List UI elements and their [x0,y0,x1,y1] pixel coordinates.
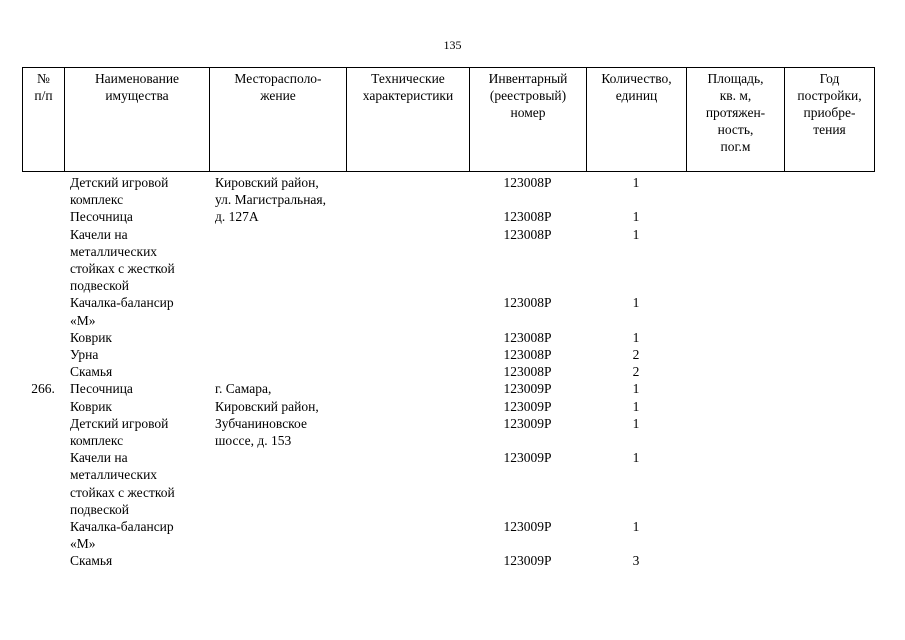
item-specs [346,449,469,518]
row-number [22,226,64,295]
table-row [22,380,874,397]
header-area [687,68,785,172]
item-specs [346,518,469,552]
item-name-line: Качалка-балансир [70,519,174,535]
item-name-line: «М» [70,312,96,328]
item-name-line: Песочница [70,381,133,397]
table-row [22,363,874,380]
header-num [23,68,65,172]
table-row [22,449,874,518]
row-number [22,329,64,346]
item-location [209,380,346,397]
header-line: Месторасполо- [234,71,322,86]
header-name [65,68,210,172]
item-name [64,518,209,552]
item-name [64,329,209,346]
item-name [64,552,209,569]
item-name-line: стойках с жесткой [70,484,175,500]
item-name-line: Скамья [70,553,113,569]
row-number [22,398,64,415]
inventory-number: 123009Р [503,450,552,466]
item-name-line: подвеской [70,501,129,517]
item-name [64,294,209,328]
item-name [64,174,209,208]
header-line: постройки, [797,88,862,103]
item-area [686,415,784,449]
item-location-line: д. 127А [215,209,259,225]
row-number [22,208,64,225]
item-name-line: Коврик [70,329,112,345]
item-name [64,208,209,225]
item-quantity: 1 [632,381,640,397]
header-line: приобре- [803,105,856,120]
header-line: тения [813,122,846,137]
table-row [22,294,874,328]
item-location-line: Зубчаниновское [215,415,307,431]
header-line: Количество, [601,71,672,86]
item-name-line: металлических [70,467,158,483]
item-area [686,208,784,225]
item-name [64,398,209,415]
item-name-line: Качалка-балансир [70,295,174,311]
item-area [686,398,784,415]
inventory-table [22,174,874,570]
item-year [784,346,874,363]
item-location [209,208,346,225]
inventory-number: 123008Р [503,209,552,225]
header-line: единиц [615,88,658,103]
item-quantity: 2 [632,347,640,363]
inventory-number: 123008Р [503,175,552,190]
table-header [22,67,875,172]
item-location [209,449,346,518]
item-quantity: 1 [632,226,640,242]
item-name-line: Качели на [70,226,128,242]
header-line: номер [510,105,546,120]
item-quantity: 3 [632,553,640,569]
item-quantity: 1 [632,398,640,414]
item-area [686,363,784,380]
item-name-line: Коврик [70,398,112,414]
item-name-line: комплекс [70,192,124,208]
item-name [64,226,209,295]
table-row [22,329,874,346]
item-year [784,552,874,569]
item-name-line: комплекс [70,433,124,449]
row-number [22,518,64,552]
table-row [22,518,874,552]
item-specs [346,380,469,397]
item-quantity: 1 [632,519,640,535]
item-name [64,380,209,397]
item-name-line: стойках с жесткой [70,261,175,277]
header-line: Инвентарный [488,71,568,86]
item-specs [346,415,469,449]
item-quantity: 1 [632,295,640,311]
item-area [686,449,784,518]
header-specs [347,68,470,172]
item-area [686,174,784,208]
inventory-number: 123009Р [503,415,552,431]
table-row [22,398,874,415]
header-line: жение [260,88,296,103]
item-quantity: 1 [632,175,640,190]
row-number: 266. [31,381,55,397]
item-name-line: подвеской [70,278,129,294]
item-year [784,398,874,415]
inventory-number: 123009Р [503,519,552,535]
inventory-number: 123009Р [503,381,552,397]
item-year [784,449,874,518]
header-line: ность, [717,122,754,137]
item-name-line: Детский игровой [70,175,169,190]
inventory-number: 123008Р [503,329,552,345]
item-area [686,294,784,328]
item-area [686,346,784,363]
item-name [64,449,209,518]
item-year [784,208,874,225]
item-location [209,552,346,569]
item-location-line: ул. Магистральная, [215,192,327,208]
item-specs [346,398,469,415]
header-line: Год [819,71,840,86]
item-location [209,226,346,295]
inventory-number: 123008Р [503,364,552,380]
item-year [784,380,874,397]
item-location [209,294,346,328]
item-name-line: Урна [70,347,99,363]
header-year [785,68,875,172]
row-number [22,363,64,380]
header-line: п/п [34,88,53,103]
item-name-line: Детский игровой [70,415,169,431]
page-number: 135 [443,38,462,52]
item-location [209,174,346,208]
item-quantity: 1 [632,450,640,466]
item-name-line: Скамья [70,364,113,380]
table-row [22,226,874,295]
item-name [64,363,209,380]
item-area [686,380,784,397]
item-year [784,329,874,346]
header-inventory [470,68,587,172]
item-year [784,363,874,380]
item-quantity: 2 [632,364,640,380]
item-name-line: металлических [70,243,158,259]
item-name [64,346,209,363]
row-number [22,449,64,518]
row-number [22,415,64,449]
item-year [784,415,874,449]
header-quantity [587,68,687,172]
item-quantity: 1 [632,415,640,431]
item-area [686,552,784,569]
item-location-line: Кировский район, [215,175,319,190]
table-row [22,174,874,208]
item-year [784,226,874,295]
item-specs [346,226,469,295]
inventory-number: 123008Р [503,347,552,363]
item-location [209,329,346,346]
table-row [22,552,874,569]
item-name-line: Качели на [70,450,128,466]
item-location-line: Кировский район, [215,398,319,414]
item-area [686,518,784,552]
header-line: протяжен- [705,105,766,120]
item-location [209,398,346,415]
item-specs [346,552,469,569]
header-line: кв. м, [719,88,752,103]
header-line: характеристики [362,88,454,103]
item-location [209,518,346,552]
item-specs [346,363,469,380]
item-specs [346,329,469,346]
item-name [64,415,209,449]
header-row [23,68,875,172]
row-number [22,346,64,363]
row-number [22,294,64,328]
inventory-number: 123008Р [503,226,552,242]
inventory-number: 123009Р [503,553,552,569]
item-location [209,346,346,363]
item-location-line: шоссе, д. 153 [215,433,292,449]
item-specs [346,294,469,328]
row-number [22,174,64,208]
item-location [209,415,346,449]
item-year [784,518,874,552]
item-year [784,294,874,328]
header-line: Наименование [94,71,180,86]
header-location [210,68,347,172]
header-line: Технические [371,71,445,86]
item-specs [346,174,469,208]
item-area [686,226,784,295]
header-line: Площадь, [707,71,764,86]
item-year [784,174,874,208]
row-number [22,552,64,569]
item-name-line: «М» [70,536,96,552]
table-row [22,346,874,363]
item-area [686,329,784,346]
table-row [22,208,874,225]
item-specs [346,208,469,225]
item-location [209,363,346,380]
table-row [22,415,874,449]
inventory-number: 123008Р [503,295,552,311]
header-line: (реестровый) [489,88,567,103]
item-location-line: г. Самара, [215,381,272,397]
inventory-number: 123009Р [503,398,552,414]
item-quantity: 1 [632,329,640,345]
item-name-line: Песочница [70,209,133,225]
item-quantity: 1 [632,209,640,225]
header-line: имущества [105,88,169,103]
header-line: пог.м [720,139,751,154]
header-line: № [37,71,50,86]
item-specs [346,346,469,363]
